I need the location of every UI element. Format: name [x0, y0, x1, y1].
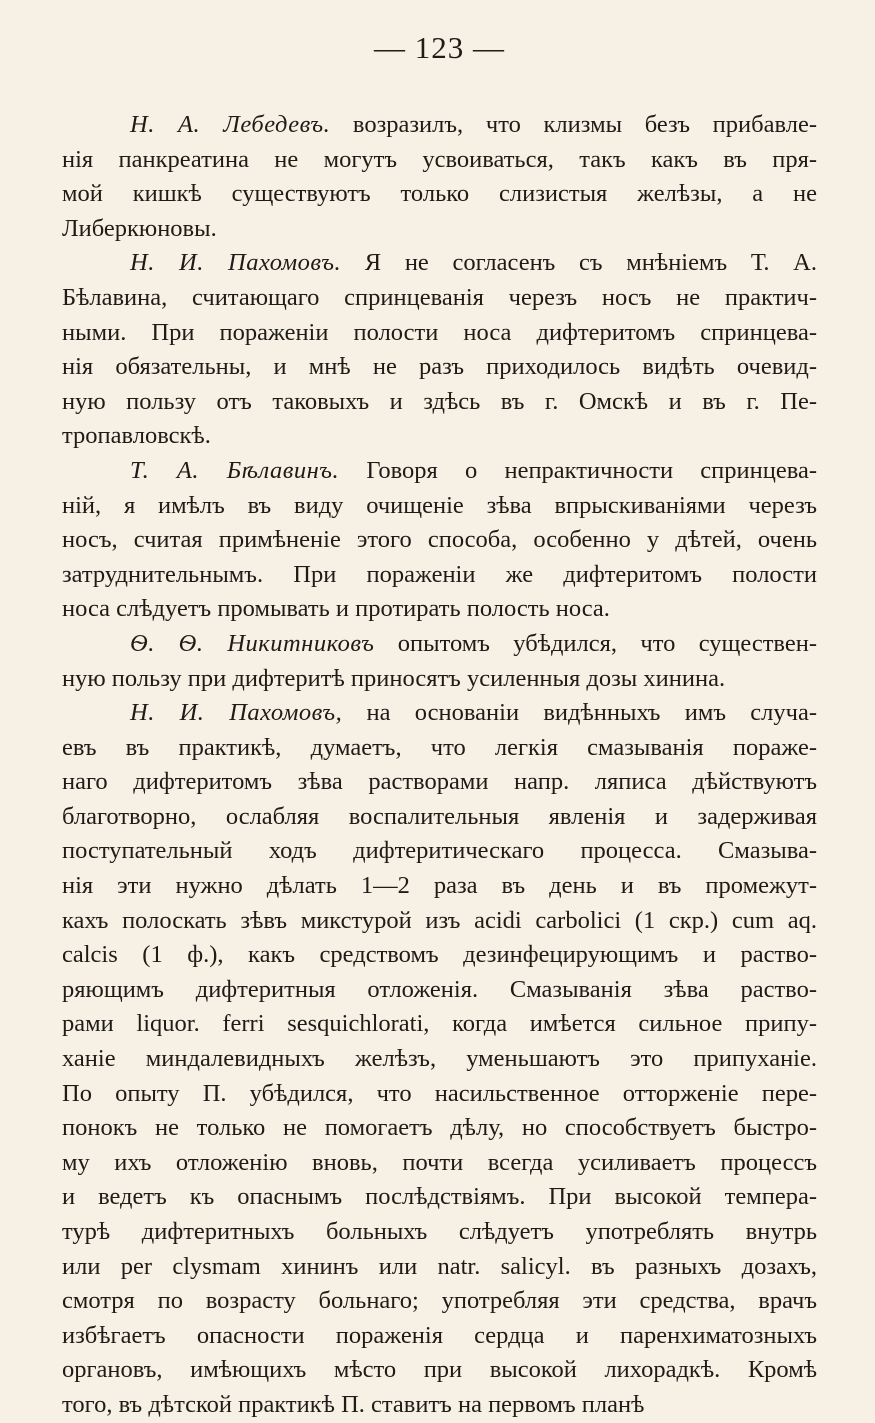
- speaker-name: Н. А. Лебедевъ.: [130, 111, 331, 138]
- text-line: [62, 454, 817, 489]
- text-line: [62, 385, 817, 420]
- line-text: на основаніи видѣнныхъ имъ случа-: [342, 699, 817, 727]
- line-text: му ихъ отложенію вновь, почти всегда усиливаетъ процессъ: [62, 1148, 817, 1176]
- speaker-name: Ѳ. Ѳ. Никитниковъ: [130, 629, 375, 657]
- line-text: наго дифтеритомъ зѣва растворами напр. ляписа дѣйствуютъ: [62, 768, 817, 796]
- paragraph: [62, 696, 817, 1422]
- text-line: [62, 1319, 817, 1354]
- text-line: [62, 904, 817, 939]
- line-text: носа слѣдуетъ промывать и протирать полость носа.: [62, 595, 610, 623]
- text-line: [62, 765, 817, 800]
- text-line: [62, 212, 817, 247]
- text-line: [62, 1215, 817, 1250]
- line-text: органовъ, имѣющихъ мѣсто при высокой лихорадкѣ. Кромѣ: [62, 1356, 817, 1384]
- line-text: ную пользу при дифтеритѣ приносятъ усиленныя дозы хинина.: [62, 664, 726, 692]
- line-text: По опыту П. убѣдился, что насильственное отторженіе пере-: [62, 1079, 817, 1107]
- page-number: — 123 —: [374, 30, 505, 65]
- text-line: [62, 1388, 817, 1423]
- line-text: тропавловскѣ.: [62, 422, 211, 450]
- line-text: евъ въ практикѣ, думаетъ, что легкія смазыванія пораже-: [62, 733, 817, 761]
- text-line: [62, 1111, 817, 1146]
- text-line: [62, 938, 817, 973]
- line-text: рами liquor. ferri sesquichlorati, когда имѣется сильное припу-: [62, 1010, 817, 1038]
- line-text: турѣ дифтеритныхъ больныхъ слѣдуетъ употреблять внутрь: [62, 1218, 817, 1245]
- line-text: носъ, считая примѣненіе этого способа, особенно у дѣтей, очень: [62, 526, 817, 554]
- line-text: кахъ полоскать зѣвъ микстурой изъ acidi carbolici (1 скр.) cum aq.: [62, 906, 817, 934]
- line-text: ряющимъ дифтеритныя отложенія. Смазыванія зѣва раство-: [62, 975, 817, 1003]
- text-line: [62, 1353, 817, 1388]
- text-line: [62, 316, 817, 351]
- text-line: [62, 696, 817, 731]
- text-line: [62, 627, 817, 662]
- line-text: того, въ дѣтской практикѣ П. ставитъ на первомъ планѣ: [62, 1390, 645, 1418]
- text-line: [62, 973, 817, 1008]
- line-text: возразилъ, что клизмы безъ прибавле-: [330, 111, 817, 138]
- line-text: ными. При пораженіи полости носа дифтеритомъ спринцева-: [62, 318, 817, 346]
- text-line: [62, 108, 817, 143]
- text-line: [62, 834, 817, 869]
- line-text: затруднительнымъ. При пораженіи же дифтеритомъ полости: [62, 560, 817, 588]
- paragraph: [62, 246, 817, 454]
- line-text: или per clysmam хининъ или natr. salicyl. въ разныхъ дозахъ,: [62, 1252, 817, 1280]
- line-text: смотря по возрасту больнаго; употребляя эти средства, врачъ: [62, 1287, 817, 1315]
- text-line: [62, 662, 817, 697]
- line-text: Я не согласенъ съ мнѣніемъ Т. А.: [341, 249, 817, 277]
- paragraph: [62, 627, 817, 696]
- text-line: [62, 246, 817, 281]
- text-line: [62, 1180, 817, 1215]
- speaker-name: Н. И. Пахомовъ.: [130, 249, 342, 277]
- text-line: [62, 1250, 817, 1285]
- text-line: [62, 1042, 817, 1077]
- line-text: Либеркюновы.: [62, 214, 217, 242]
- line-text: calcis (1 ф.), какъ средствомъ дезинфецирующимъ и раство-: [62, 941, 817, 969]
- line-text: ную пользу отъ таковыхъ и здѣсь въ г. Омскѣ и въ г. Пе-: [62, 387, 817, 415]
- text-line: [62, 731, 817, 766]
- speaker-name: Н. И. Пахомовъ,: [130, 699, 343, 727]
- line-text: мой кишкѣ существуютъ только слизистыя желѣзы, а не: [62, 180, 817, 208]
- line-text: ній, я имѣлъ въ виду очищеніе зѣва впрыскиваніями черезъ: [62, 491, 817, 519]
- text-line: [62, 558, 817, 593]
- line-text: благотворно, ослабляя воспалительныя явленія и задерживая: [62, 802, 817, 830]
- text-line: [62, 281, 817, 316]
- line-text: нія панкреатина не могутъ усвоиваться, такъ какъ въ пря-: [62, 145, 817, 173]
- paragraph: [62, 454, 817, 627]
- text-line: [62, 419, 817, 454]
- text-line: [62, 177, 817, 212]
- text-line: [62, 869, 817, 904]
- line-text: нія эти нужно дѣлать 1—2 раза въ день и въ промежут-: [62, 872, 817, 900]
- text-line: [62, 1077, 817, 1112]
- text-line: [62, 489, 817, 524]
- line-text: поступательный ходъ дифтеритическаго процесса. Смазыва-: [62, 837, 817, 865]
- text-line: [62, 523, 817, 558]
- paragraph: [62, 108, 817, 246]
- text-line: [62, 592, 817, 627]
- page-body: [62, 108, 817, 1423]
- line-text: и ведетъ къ опаснымъ послѣдствіямъ. При высокой темпера-: [62, 1183, 817, 1211]
- text-line: [62, 350, 817, 385]
- line-text: нія обязательны, и мнѣ не разъ приходилось видѣть очевид-: [62, 353, 817, 381]
- line-text: Говоря о непрактичности спринцева-: [339, 456, 817, 484]
- text-line: [62, 1007, 817, 1042]
- line-text: избѣгаетъ опасности пораженія сердца и паренхиматозныхъ: [62, 1321, 817, 1349]
- line-text: понокъ не только не помогаетъ дѣлу, но способствуетъ быстро-: [62, 1114, 817, 1142]
- line-text: Бѣлавина, считающаго спринцеванія черезъ носъ не практич-: [62, 283, 817, 311]
- text-line: [62, 143, 817, 178]
- text-line: [62, 800, 817, 835]
- speaker-name: Т. А. Бѣлавинъ.: [130, 456, 340, 484]
- line-text: ханіе миндалевидныхъ желѣзъ, уменьшаютъ это припуханіе.: [62, 1045, 817, 1073]
- line-text: опытомъ убѣдился, что существен-: [374, 629, 817, 657]
- text-line: [62, 1146, 817, 1181]
- text-line: [62, 1284, 817, 1319]
